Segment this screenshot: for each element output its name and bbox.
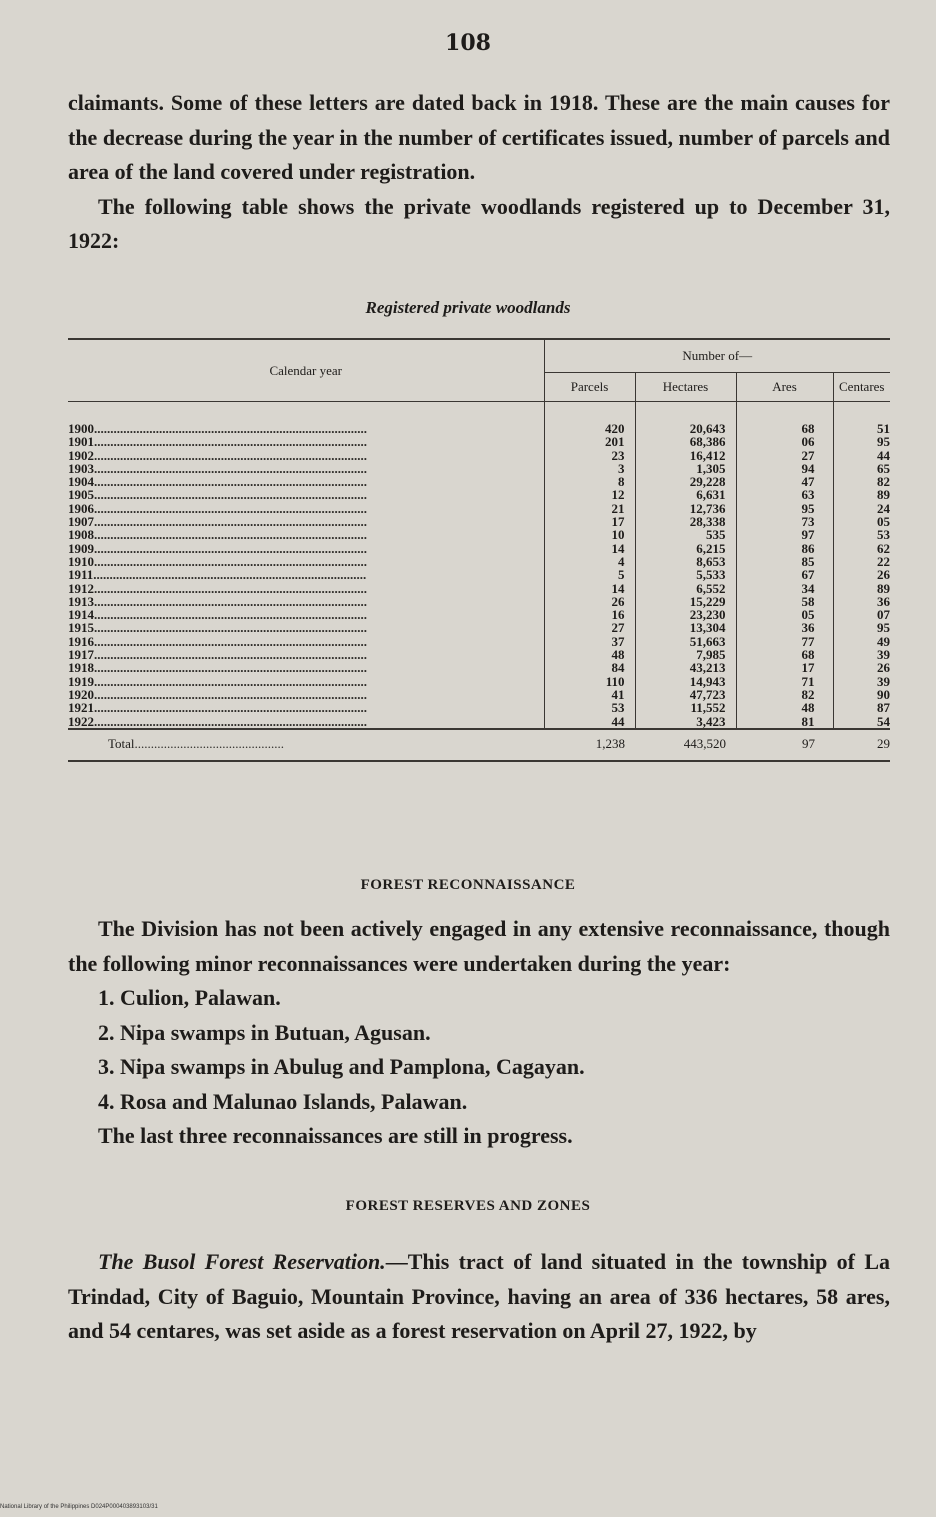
year-label: 1916 [68, 633, 94, 649]
hectares-cell: 7,985 [635, 648, 736, 661]
hectares-cell: 6,631 [635, 488, 736, 501]
total-label-cell [68, 729, 544, 761]
parcels-cell: 23 [544, 449, 635, 462]
table-row [68, 635, 890, 648]
leader-dots: .................................................................................... [94, 633, 367, 649]
hectares-cell: 29,228 [635, 475, 736, 488]
ares-cell: 77 [736, 635, 833, 648]
leader-dots: .................................................................................... [94, 421, 367, 436]
column-header-parcels: Parcels [544, 373, 635, 402]
total-label: Total [108, 735, 135, 751]
ares-cell: 94 [736, 462, 833, 475]
ares-cell: 71 [736, 675, 833, 688]
centares-cell: 54 [833, 715, 890, 729]
table-row [68, 595, 890, 608]
centares-cell: 90 [833, 688, 890, 701]
leader-dots: .................................................................................... [94, 713, 367, 729]
table-row [68, 621, 890, 634]
leader-dots: .................................................................................... [94, 487, 367, 503]
table-row [68, 675, 890, 688]
leader-dots: .................................................................................... [93, 567, 367, 583]
centares-cell: 53 [833, 528, 890, 541]
hectares-cell: 1,305 [635, 462, 736, 475]
column-group-header: Number of— [544, 339, 890, 373]
ares-cell: 05 [736, 608, 833, 621]
year-label: 1912 [68, 580, 94, 596]
leader-dots: .................................................................................... [94, 474, 367, 490]
table-row [68, 502, 890, 515]
woodlands-table-container [68, 338, 890, 762]
parcels-cell: 3 [544, 462, 635, 475]
centares-cell: 44 [833, 449, 890, 462]
section-heading-reserves: FOREST RESERVES AND ZONES [345, 1198, 591, 1214]
year-label: 1920 [68, 686, 94, 702]
centares-cell: 26 [833, 661, 890, 674]
year-cell [68, 675, 544, 688]
hectares-cell: 3,423 [635, 715, 736, 729]
leader-dots: .................................................................................... [94, 580, 367, 596]
table-row [68, 435, 890, 448]
table-row [68, 701, 890, 714]
parcels-cell: 17 [544, 515, 635, 528]
busol-text: —This tract of land situated in the township of La Trindad, City of Baguio, Mountain Province, having an area of 336 hectares, 58 ares, and 54 centares, was set aside as a forest reservation on April 27, 1922, by [68, 1249, 890, 1343]
hectares-cell: 51,663 [635, 635, 736, 648]
ares-cell: 95 [736, 502, 833, 515]
ares-cell: 68 [736, 648, 833, 661]
parcels-cell: 5 [544, 568, 635, 581]
parcels-cell: 14 [544, 542, 635, 555]
year-cell [68, 568, 544, 581]
year-cell [68, 475, 544, 488]
parcels-cell: 44 [544, 715, 635, 729]
paragraph-busol [68, 1245, 890, 1349]
column-header-ares: Ares [736, 373, 833, 402]
parcels-cell: 26 [544, 595, 635, 608]
year-label: 1910 [68, 553, 94, 569]
ares-cell: 86 [736, 542, 833, 555]
table-row [68, 542, 890, 555]
centares-cell: 95 [833, 621, 890, 634]
ares-cell: 34 [736, 582, 833, 595]
centares-cell: 24 [833, 502, 890, 515]
parcels-cell: 8 [544, 475, 635, 488]
year-label: 1906 [68, 500, 94, 516]
table-row [68, 715, 890, 729]
leader-dots: .................................................................................... [94, 514, 367, 530]
parcels-cell: 14 [544, 582, 635, 595]
hectares-cell: 28,338 [635, 515, 736, 528]
table-row [68, 608, 890, 621]
table-body [68, 402, 890, 729]
leader-dots: .................................................................................... [94, 593, 367, 609]
centares-cell: 36 [833, 595, 890, 608]
year-cell [68, 582, 544, 595]
parcels-cell: 48 [544, 648, 635, 661]
centares-cell: 39 [833, 648, 890, 661]
centares-cell: 39 [833, 675, 890, 688]
leader-dots: .............................................. [134, 735, 285, 751]
table-caption: Registered private woodlands [365, 298, 571, 317]
table-row [68, 648, 890, 661]
year-label: 1915 [68, 620, 94, 636]
ares-cell: 73 [736, 515, 833, 528]
parcels-cell: 37 [544, 635, 635, 648]
table-total-row [68, 729, 890, 761]
total-hectares: 443,520 [635, 729, 736, 761]
parcels-cell: 21 [544, 502, 635, 515]
hectares-cell: 16,412 [635, 449, 736, 462]
paragraph-reconnaissance-intro: The Division has not been actively engaged in any extensive reconnaissance, though the following minor reconnaissances were undertaken during the year: [68, 916, 890, 976]
year-label: 1913 [68, 593, 94, 609]
centares-cell: 22 [833, 555, 890, 568]
leader-dots: .................................................................................... [94, 434, 367, 450]
year-cell [68, 688, 544, 701]
year-label: 1914 [68, 607, 94, 623]
year-label: 1908 [68, 527, 94, 543]
ares-cell: 36 [736, 621, 833, 634]
year-cell [68, 435, 544, 448]
centares-cell: 26 [833, 568, 890, 581]
parcels-cell: 16 [544, 608, 635, 621]
leader-dots: .................................................................................... [94, 540, 367, 556]
ares-cell: 47 [736, 475, 833, 488]
year-label: 1905 [68, 487, 94, 503]
leader-dots: .................................................................................... [94, 500, 367, 516]
year-label: 1902 [68, 447, 94, 463]
ares-cell: 58 [736, 595, 833, 608]
year-cell [68, 502, 544, 515]
column-header-year: Calendar year [68, 339, 544, 402]
year-label: 1901 [68, 434, 94, 450]
hectares-cell: 12,736 [635, 502, 736, 515]
year-cell [68, 595, 544, 608]
ares-cell: 85 [736, 555, 833, 568]
year-label: 1919 [68, 673, 94, 689]
centares-cell: 82 [833, 475, 890, 488]
hectares-cell: 15,229 [635, 595, 736, 608]
leader-dots: .................................................................................... [94, 447, 367, 463]
table-row [68, 582, 890, 595]
leader-dots: .................................................................................... [94, 673, 367, 689]
list-item: 4. Rosa and Malunao Islands, Palawan. [98, 1088, 468, 1114]
year-cell [68, 488, 544, 501]
year-cell [68, 515, 544, 528]
year-label: 1917 [68, 647, 94, 663]
centares-cell: 62 [833, 542, 890, 555]
leader-dots: .................................................................................... [94, 460, 367, 476]
table-row [68, 688, 890, 701]
leader-dots: .................................................................................... [94, 686, 367, 702]
centares-cell: 07 [833, 608, 890, 621]
year-cell [68, 701, 544, 714]
year-cell [68, 462, 544, 475]
table-row [68, 402, 890, 436]
ares-cell: 82 [736, 688, 833, 701]
year-label: 1911 [68, 567, 94, 583]
total-ares: 97 [736, 729, 833, 761]
year-cell [68, 555, 544, 568]
leader-dots: .................................................................................... [94, 700, 367, 716]
column-header-hectares: Hectares [635, 373, 736, 402]
paragraph-claimants: claimants. Some of these letters are dated back in 1918. These are the main causes for the decrease during the year in the number of certificates issued, number of parcels and area of the land covered under registration. [68, 90, 890, 184]
page-number: 108 [445, 30, 491, 56]
parcels-cell: 10 [544, 528, 635, 541]
centares-cell: 65 [833, 462, 890, 475]
year-cell [68, 715, 544, 729]
year-cell [68, 449, 544, 462]
section-heading-reconnaissance: FOREST RECONNAISSANCE [360, 877, 576, 893]
hectares-cell: 47,723 [635, 688, 736, 701]
parcels-cell: 41 [544, 688, 635, 701]
ares-cell: 48 [736, 701, 833, 714]
intro-text [68, 86, 890, 259]
parcels-cell: 110 [544, 675, 635, 688]
leader-dots: .................................................................................... [94, 527, 367, 543]
woodlands-table [68, 338, 890, 762]
table-row [68, 528, 890, 541]
table-row [68, 555, 890, 568]
centares-cell: 95 [833, 435, 890, 448]
parcels-cell: 420 [544, 402, 635, 436]
parcels-cell: 201 [544, 435, 635, 448]
centares-cell: 05 [833, 515, 890, 528]
paragraph-reconnaissance-closing: The last three reconnaissances are still in progress. [98, 1123, 573, 1148]
hectares-cell: 6,552 [635, 582, 736, 595]
parcels-cell: 27 [544, 621, 635, 634]
year-cell [68, 648, 544, 661]
ares-cell: 67 [736, 568, 833, 581]
centares-cell: 89 [833, 488, 890, 501]
year-cell [68, 635, 544, 648]
ares-cell: 06 [736, 435, 833, 448]
centares-cell: 89 [833, 582, 890, 595]
year-label: 1900 [68, 421, 94, 436]
table-row [68, 488, 890, 501]
parcels-cell: 53 [544, 701, 635, 714]
year-cell [68, 542, 544, 555]
total-centares: 29 [833, 729, 890, 761]
year-cell [68, 661, 544, 674]
italic-lead: The Busol Forest Reservation. [98, 1249, 386, 1274]
centares-cell: 51 [833, 402, 890, 436]
leader-dots: .................................................................................... [94, 647, 367, 663]
ares-cell: 68 [736, 402, 833, 436]
table-row [68, 661, 890, 674]
list-item: 1. Culion, Palawan. [98, 985, 281, 1010]
ares-cell: 27 [736, 449, 833, 462]
hectares-cell: 6,215 [635, 542, 736, 555]
paragraph-table-intro: The following table shows the private woodlands registered up to December 31, 1922: [68, 193, 890, 253]
year-label: 1903 [68, 460, 94, 476]
year-cell [68, 528, 544, 541]
hectares-cell: 68,386 [635, 435, 736, 448]
centares-cell: 87 [833, 701, 890, 714]
ares-cell: 81 [736, 715, 833, 729]
year-label: 1904 [68, 474, 94, 490]
list-item: 2. Nipa swamps in Butuan, Agusan. [98, 1019, 431, 1045]
table-row [68, 475, 890, 488]
year-label: 1909 [68, 540, 94, 556]
year-label: 1922 [68, 713, 94, 729]
year-label: 1918 [68, 660, 94, 676]
centares-cell: 49 [833, 635, 890, 648]
hectares-cell: 5,533 [635, 568, 736, 581]
year-label: 1921 [68, 700, 94, 716]
column-header-centares: Centares [833, 373, 890, 402]
hectares-cell: 23,230 [635, 608, 736, 621]
hectares-cell: 14,943 [635, 675, 736, 688]
parcels-cell: 84 [544, 661, 635, 674]
leader-dots: .................................................................................... [94, 660, 367, 676]
parcels-cell: 4 [544, 555, 635, 568]
hectares-cell: 13,304 [635, 621, 736, 634]
hectares-cell: 8,653 [635, 555, 736, 568]
year-cell [68, 621, 544, 634]
year-label: 1907 [68, 514, 94, 530]
total-parcels: 1,238 [544, 729, 635, 761]
leader-dots: .................................................................................... [94, 607, 367, 623]
table-row [68, 449, 890, 462]
reserves-text [68, 1245, 890, 1349]
table-row [68, 568, 890, 581]
ares-cell: 63 [736, 488, 833, 501]
parcels-cell: 12 [544, 488, 635, 501]
hectares-cell: 535 [635, 528, 736, 541]
ares-cell: 17 [736, 661, 833, 674]
hectares-cell: 20,643 [635, 402, 736, 436]
list-item: 3. Nipa swamps in Abulug and Pamplona, Cagayan. [98, 1054, 585, 1079]
table-row [68, 462, 890, 475]
ares-cell: 97 [736, 528, 833, 541]
table-row [68, 515, 890, 528]
year-cell [68, 608, 544, 621]
year-cell [68, 402, 544, 436]
hectares-cell: 43,213 [635, 661, 736, 674]
leader-dots: .................................................................................... [94, 553, 367, 569]
leader-dots: .................................................................................... [94, 620, 367, 636]
hectares-cell: 11,552 [635, 701, 736, 714]
reconnaissance-text [68, 912, 890, 1154]
library-footer: National Library of the Philippines D024P000403893103/31 [0, 1504, 158, 1510]
